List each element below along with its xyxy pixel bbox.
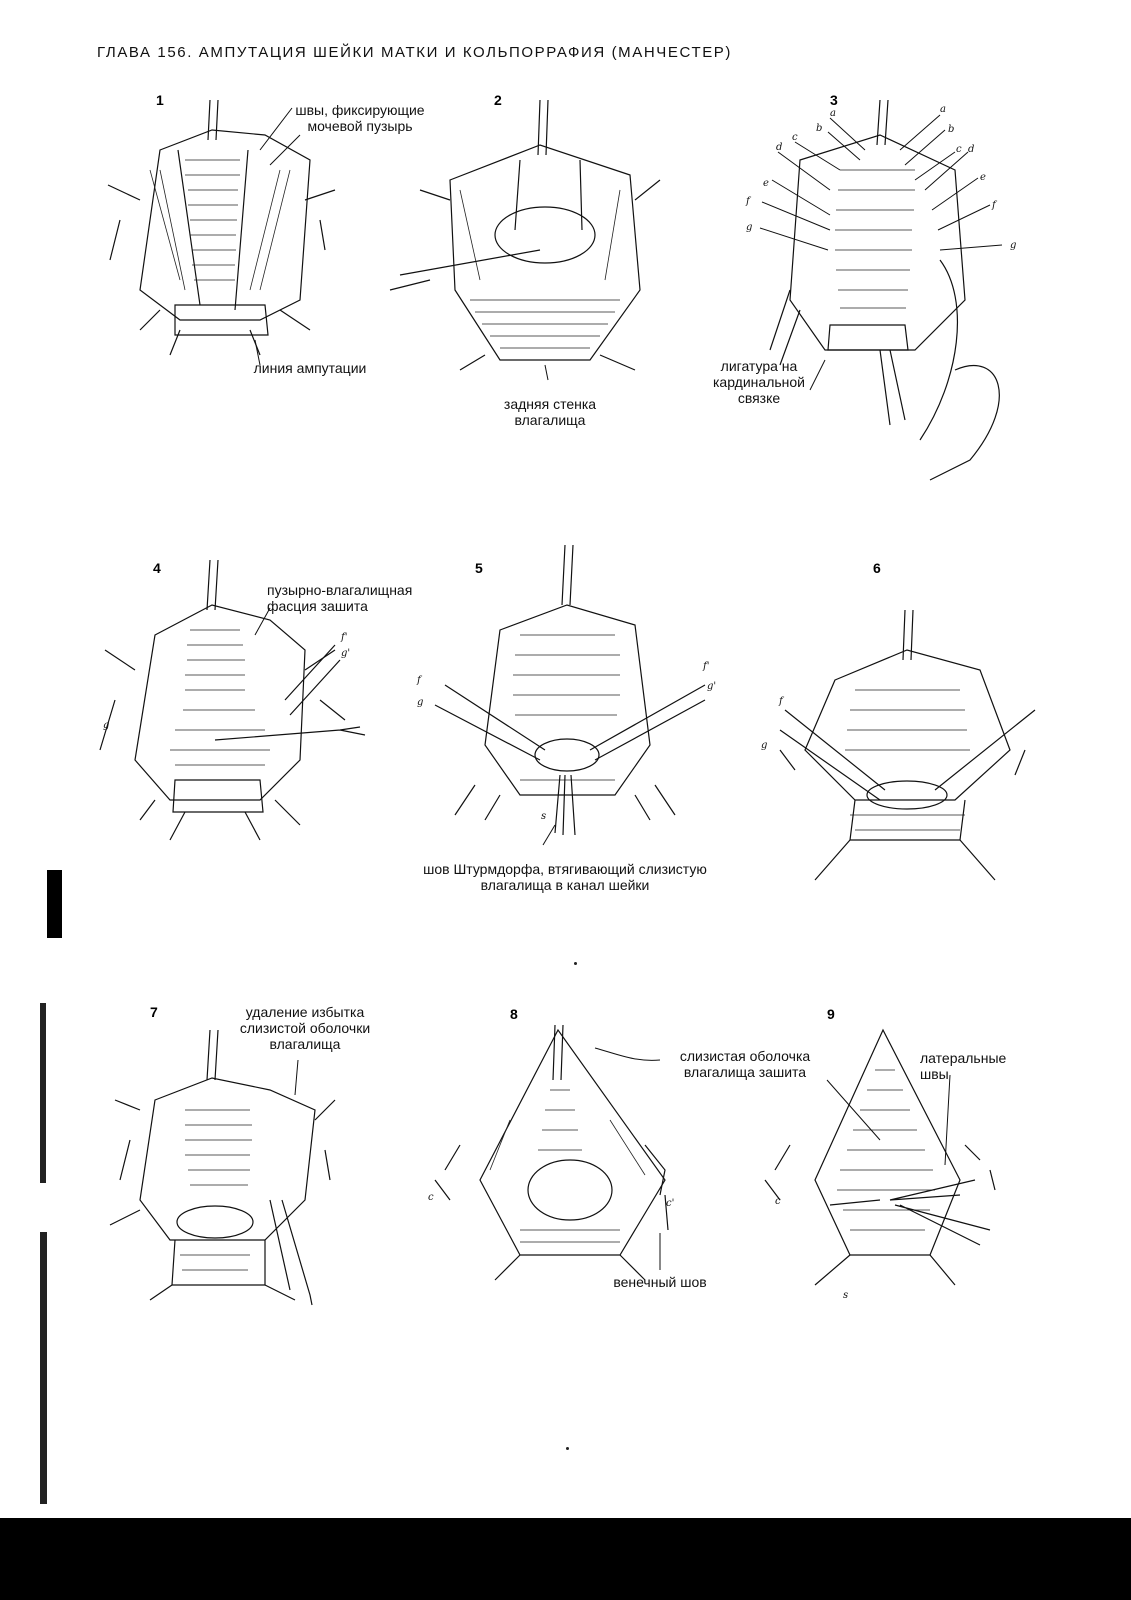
caption-excess-mucosa: удаление избытка слизистой оболочки влагалища (239, 1004, 371, 1052)
label-g-right: g (1010, 240, 1017, 251)
caption-posterior-wall: задняя стенка влагалища (503, 396, 597, 428)
label-d-left: d (776, 142, 783, 153)
figure-number: 9 (827, 1006, 835, 1022)
label-c-right: c (956, 144, 962, 155)
label-f-prime-right: f' (703, 661, 710, 672)
label-d-right: d (968, 144, 975, 155)
page-header: ГЛАВА 156. АМПУТАЦИЯ ШЕЙКИ МАТКИ И КОЛЬПОРРАФИЯ (МАНЧЕСТЕР) (97, 44, 733, 61)
caption-amputation-line: линия ампутации (253, 360, 367, 376)
caption-lateral-sutures: латеральные швы (920, 1050, 1007, 1082)
bottom-scan-band (0, 1518, 1131, 1600)
figure-2-illustration (390, 80, 700, 380)
scan-speck (566, 1447, 569, 1450)
label-c: c (775, 1196, 781, 1207)
label-s: s (843, 1290, 849, 1301)
label-a-left: a (830, 108, 836, 119)
label-g-left: g (746, 222, 753, 233)
caption-coronal-suture: венечный шов (613, 1274, 707, 1290)
figure-3-illustration (700, 80, 1040, 490)
label-b-left: b (816, 123, 823, 134)
figure-number: 1 (156, 92, 164, 108)
label-g-left: g (417, 697, 424, 708)
scan-speck (574, 962, 577, 965)
label-b-right: b (948, 124, 955, 135)
figure-2 (390, 80, 700, 440)
caption-mucosa-sutured: слизистая оболочка влагалища зашита (679, 1048, 811, 1080)
figure-3 (700, 80, 1040, 490)
figure-number: 8 (510, 1006, 518, 1022)
caption-sturmdorf-suture: шов Штурмдорфа, втягивающий слизистую влагалища в канал шейки (423, 861, 707, 893)
label-f-prime: f' (341, 632, 348, 643)
label-e-left: e (763, 178, 769, 189)
label-a-right: a (940, 104, 946, 115)
figure-9-illustration (755, 1000, 1030, 1310)
label-c-prime: c' (666, 1198, 675, 1209)
figure-number: 4 (153, 560, 161, 576)
figure-number: 6 (873, 560, 881, 576)
figure-number: 7 (150, 1004, 158, 1020)
label-g-prime-right: g' (707, 681, 717, 692)
label-s: s (541, 811, 547, 822)
figure-6-illustration (755, 550, 1045, 890)
label-g: g (103, 720, 110, 731)
caption-fascia-sutured: пузырно-влагалищная фасция зашита (267, 582, 413, 614)
figure-number: 5 (475, 560, 483, 576)
figure-5-illustration (405, 545, 735, 845)
label-c: c (428, 1192, 434, 1203)
figure-9 (755, 1000, 1030, 1310)
label-f-left: f (417, 675, 421, 686)
label-g: g (761, 740, 768, 751)
label-f: f (779, 696, 783, 707)
figure-number: 2 (494, 92, 502, 108)
label-f-right: f (992, 200, 996, 211)
label-g-prime: g' (341, 648, 351, 659)
figure-7 (100, 1000, 440, 1320)
label-c-left: c (792, 132, 798, 143)
figure-1 (100, 80, 440, 380)
caption-cardinal-ligature: лигатура на кардинальной связке (713, 358, 805, 406)
figure-number: 3 (830, 92, 838, 108)
scan-artifact-bar (40, 1232, 47, 1504)
figure-5 (405, 545, 735, 915)
caption-bladder-sutures: швы, фиксирующие мочевой пузырь (295, 102, 425, 134)
label-f-left: f (746, 196, 750, 207)
label-e-right: e (980, 172, 986, 183)
scan-artifact-bar (47, 870, 62, 938)
figure-6 (755, 550, 1045, 890)
scan-artifact-bar (40, 1003, 46, 1183)
